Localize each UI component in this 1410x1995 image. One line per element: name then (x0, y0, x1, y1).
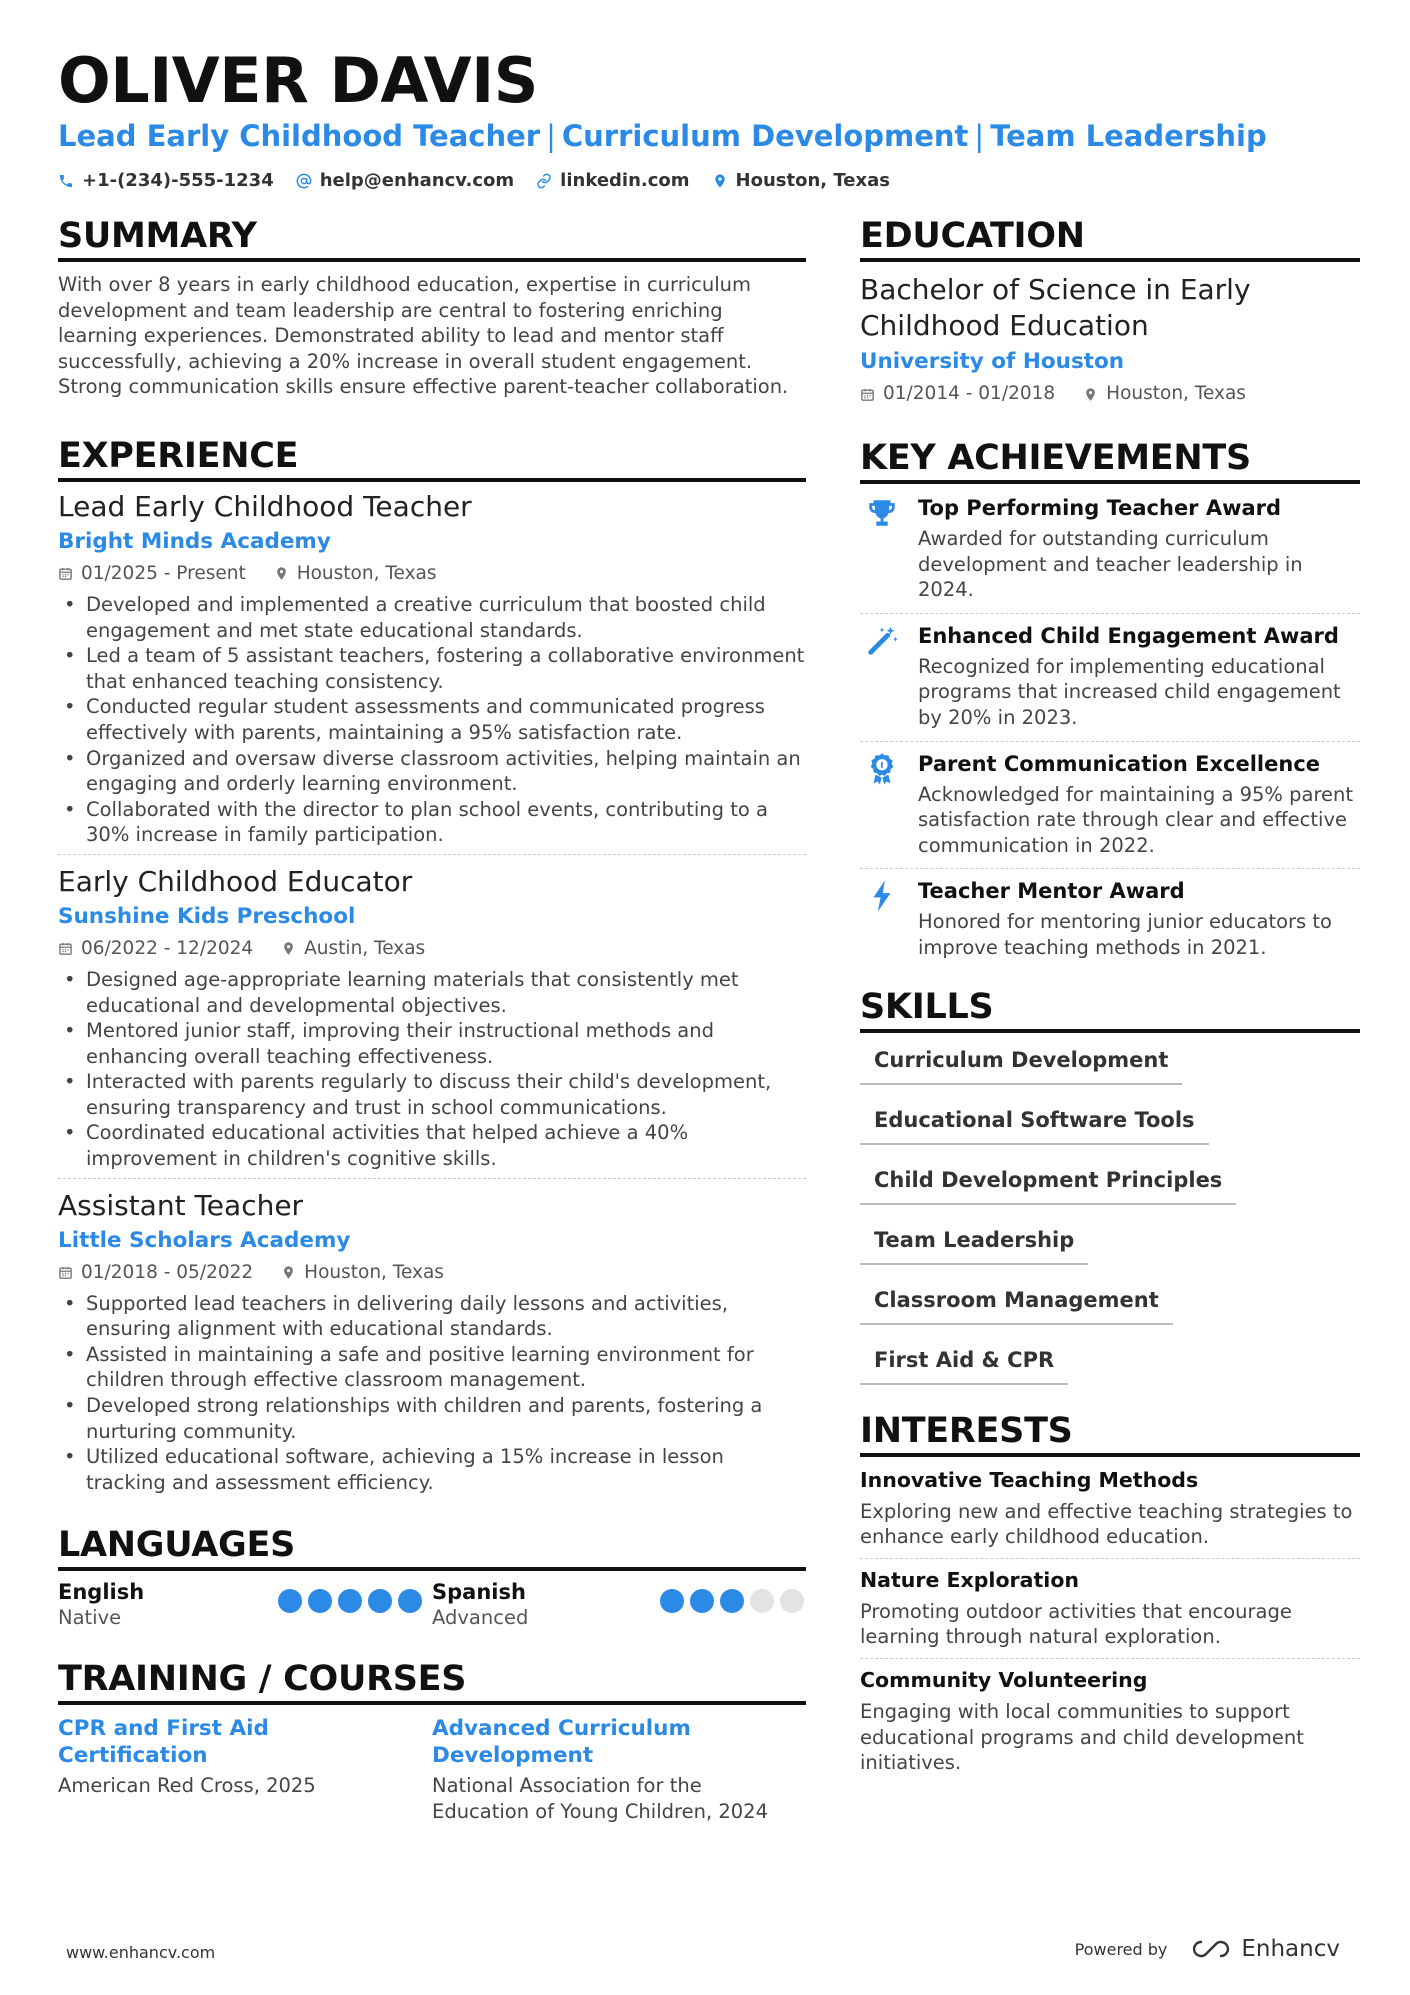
brand-name: Enhancv (1241, 1936, 1340, 1962)
achievement-desc: Recognized for implementing educational programs that increased child engagement by 20% in 2023. (918, 654, 1341, 729)
phone-icon (58, 173, 74, 189)
bullet-item: • Interacted with parents regularly to discuss their child's development, ensuring transparency and trust in school communications. (58, 1069, 806, 1120)
course-provider: National Association for the Education of Young Children, 2024 (432, 1774, 768, 1824)
achievements-section (860, 436, 1360, 971)
bullet-item: • Developed strong relationships with children and parents, fostering a nurturing community. (58, 1393, 806, 1444)
contact-phone[interactable] (58, 168, 274, 194)
headline-skill-1: Curriculum Development (561, 119, 969, 153)
skill-tag: First Aid & CPR (860, 1339, 1068, 1385)
email-address: help@enhancv.com (319, 170, 515, 191)
company-name: Sunshine Kids Preschool (58, 903, 356, 929)
job-location: Houston, Texas (304, 1261, 444, 1283)
training-section (58, 1657, 806, 1825)
headline-role: Lead Early Childhood Teacher (58, 119, 541, 153)
education-location: Houston, Texas (1106, 383, 1246, 404)
candidate-name: OLIVER DAVIS (58, 44, 538, 117)
achievement-title: Parent Communication Excellence (918, 751, 1321, 776)
skill-tag: Classroom Management (860, 1279, 1173, 1325)
job-bullets (58, 592, 806, 848)
contact-location (712, 168, 890, 194)
language-level: Advanced (432, 1606, 529, 1630)
skill-tag: Team Leadership (860, 1219, 1088, 1265)
enhancv-logo-icon (1189, 1938, 1233, 1960)
interests-section (860, 1409, 1360, 1784)
achievement-title: Top Performing Teacher Award (918, 496, 1282, 520)
education-dates: 01/2014 - 01/2018 (883, 383, 1056, 404)
lightning-bolt-icon (865, 879, 899, 913)
job-title: Early Childhood Educator (58, 864, 413, 898)
course-item (432, 1715, 806, 1825)
map-pin-icon (281, 941, 296, 956)
language-rating (660, 1589, 804, 1631)
job-location: Austin, Texas (304, 937, 426, 959)
section-title-summary: SUMMARY (58, 214, 806, 262)
job-meta (58, 1257, 806, 1289)
section-title-experience: EXPERIENCE (58, 434, 806, 482)
brand-logo[interactable] (1189, 1936, 1340, 1962)
powered-by-label: Powered by (1074, 1939, 1168, 1959)
section-title-skills: SKILLS (860, 985, 1360, 1033)
skill-list (860, 1039, 1360, 1399)
skill-tag: Educational Software Tools (860, 1099, 1209, 1145)
headline-separator: | (546, 119, 556, 153)
rating-dot-filled (308, 1589, 332, 1613)
linkedin-url: linkedin.com (560, 170, 690, 191)
language-item (58, 1579, 432, 1631)
award-ribbon-icon (865, 752, 899, 786)
job-entry (58, 1178, 806, 1502)
bullet-item: • Organized and oversaw diverse classroom activities, helping maintain an engaging and orderly learning environment. (58, 746, 806, 797)
achievement-item (860, 494, 1360, 613)
bullet-item: • Designed age-appropriate learning materials that consistently met educational and developmental objectives. (58, 967, 806, 1018)
bullet-item: • Supported lead teachers in delivering daily lessons and activities, ensuring alignment with educational standards. (58, 1291, 806, 1342)
language-rating (278, 1589, 422, 1631)
course-item (58, 1715, 432, 1825)
job-entry (58, 488, 806, 854)
job-entry (58, 854, 806, 1178)
interest-title: Community Volunteering (860, 1667, 1148, 1692)
skill-tag: Child Development Principles (860, 1159, 1236, 1205)
section-title-languages: LANGUAGES (58, 1523, 806, 1571)
degree-title: Bachelor of Science in Early Childhood Education (860, 273, 1251, 342)
rating-dot-filled (368, 1589, 392, 1613)
rating-dot-filled (338, 1589, 362, 1613)
course-title: CPR and First Aid Certification (58, 1716, 269, 1769)
course-list (58, 1715, 806, 1825)
language-list (58, 1579, 806, 1631)
job-dates: 01/2025 - Present (81, 562, 246, 584)
headline-skill-2: Team Leadership (990, 119, 1267, 153)
map-pin-icon (281, 1265, 296, 1280)
summary-text: With over 8 years in early childhood education, expertise in curriculum development and team leadership are central to fostering enriching learning experiences. Demonstrated ability to lead and mentor staff successfully, achieving a 20% increase in overall student engagement. Strong communication skills ensure effective parent-teacher collaboration. (58, 273, 789, 399)
skill-tag: Curriculum Development (860, 1039, 1182, 1085)
achievement-item (860, 613, 1360, 741)
achievement-item (860, 741, 1360, 869)
education-section (860, 214, 1360, 410)
job-bullets (58, 1291, 806, 1496)
job-dates: 06/2022 - 12/2024 (81, 937, 254, 959)
achievement-desc: Awarded for outstanding curriculum development and teacher leadership in 2024. (918, 527, 1303, 602)
footer-branding (1075, 1936, 1340, 1962)
section-title-interests: INTERESTS (860, 1409, 1360, 1457)
language-name: English (58, 1580, 145, 1605)
language-name: Spanish (432, 1580, 526, 1605)
map-pin-icon (1083, 387, 1098, 402)
at-sign-icon (296, 173, 312, 189)
summary-section (58, 214, 806, 400)
bullet-item: • Assisted in maintaining a safe and positive learning environment for children through effective classroom management. (58, 1342, 806, 1393)
job-dates: 01/2018 - 05/2022 (81, 1261, 254, 1283)
bullet-item: • Developed and implemented a creative curriculum that boosted child engagement and met state educational standards. (58, 592, 806, 643)
rating-dot-empty (780, 1589, 804, 1613)
phone-number: +1-(234)-555-1234 (82, 170, 274, 191)
location-text: Houston, Texas (735, 170, 890, 191)
achievement-desc: Honored for mentoring junior educators to improve teaching methods in 2021. (918, 910, 1332, 959)
link-icon (536, 173, 552, 189)
rating-dot-filled (690, 1589, 714, 1613)
course-title: Advanced Curriculum Development (432, 1716, 691, 1769)
interest-item (860, 1467, 1360, 1558)
rating-dot-filled (720, 1589, 744, 1613)
job-location: Houston, Texas (296, 562, 437, 584)
contact-linkedin[interactable] (536, 168, 689, 194)
job-title: Assistant Teacher (58, 1188, 304, 1222)
bullet-item: • Utilized educational software, achieving a 15% increase in lesson tracking and assessment efficiency. (58, 1444, 806, 1495)
interest-title: Innovative Teaching Methods (860, 1467, 1199, 1492)
calendar-icon (860, 387, 875, 402)
languages-section (58, 1523, 806, 1631)
job-title: Lead Early Childhood Teacher (58, 489, 472, 523)
rating-dot-filled (278, 1589, 302, 1613)
rating-dot-empty (750, 1589, 774, 1613)
interest-desc: Engaging with local communities to support educational programs and child development initiatives. (860, 1699, 1304, 1775)
bullet-item: • Led a team of 5 assistant teachers, fostering a collaborative environment that enhanced teaching consistency. (58, 643, 806, 694)
magic-wand-icon (865, 624, 899, 658)
language-level: Native (58, 1606, 122, 1630)
job-bullets (58, 967, 806, 1172)
trophy-icon (865, 496, 899, 530)
rating-dot-filled (398, 1589, 422, 1613)
achievement-title: Enhanced Child Engagement Award (918, 623, 1339, 648)
company-name: Bright Minds Academy (58, 528, 331, 554)
right-column (860, 214, 1360, 1784)
interest-desc: Exploring new and effective teaching strategies to enhance early childhood education. (860, 1499, 1353, 1549)
experience-section (58, 434, 806, 1501)
achievement-title: Teacher Mentor Award (918, 879, 1185, 904)
company-name: Little Scholars Academy (58, 1227, 351, 1253)
language-item (432, 1579, 806, 1631)
section-title-training: TRAINING / COURSES (58, 1657, 806, 1705)
bullet-item: • Conducted regular student assessments and communicated progress effectively with parents, maintaining a 95% satisfaction rate. (58, 694, 806, 745)
calendar-icon (58, 1265, 73, 1280)
section-title-education: EDUCATION (860, 214, 1360, 262)
course-provider: American Red Cross, 2025 (58, 1774, 316, 1798)
interest-item (860, 1558, 1360, 1658)
calendar-icon (58, 941, 73, 956)
bullet-item: • Mentored junior staff, improving their instructional methods and enhancing overall teaching effectiveness. (58, 1018, 806, 1069)
job-meta (58, 933, 806, 965)
map-pin-icon (712, 173, 728, 189)
job-meta (58, 558, 806, 590)
education-meta (860, 378, 1360, 410)
headline-separator: | (974, 119, 985, 153)
rating-dot-filled (660, 1589, 684, 1613)
skills-section (860, 985, 1360, 1399)
achievement-item (860, 868, 1360, 970)
bullet-item: • Collaborated with the director to plan school events, contributing to a 30% increase in family participation. (58, 797, 806, 848)
calendar-icon (58, 566, 73, 581)
section-title-achievements: KEY ACHIEVEMENTS (860, 436, 1360, 484)
achievement-desc: Acknowledged for maintaining a 95% parent satisfaction rate through clear and effective communication in 2022. (918, 782, 1354, 857)
interest-title: Nature Exploration (860, 1567, 1079, 1592)
bullet-item: • Coordinated educational activities that helped achieve a 40% improvement in children's cognitive skills. (58, 1120, 806, 1171)
map-pin-icon (274, 566, 289, 581)
footer-website[interactable]: www.enhancv.com (66, 1943, 216, 1962)
headline (58, 116, 1267, 156)
contact-email[interactable] (296, 168, 514, 194)
interest-item (860, 1658, 1360, 1784)
interest-desc: Promoting outdoor activities that encourage learning through natural exploration. (860, 1599, 1292, 1649)
school-name: University of Houston (860, 349, 1125, 374)
left-column (58, 214, 806, 1825)
contact-bar (58, 168, 890, 194)
